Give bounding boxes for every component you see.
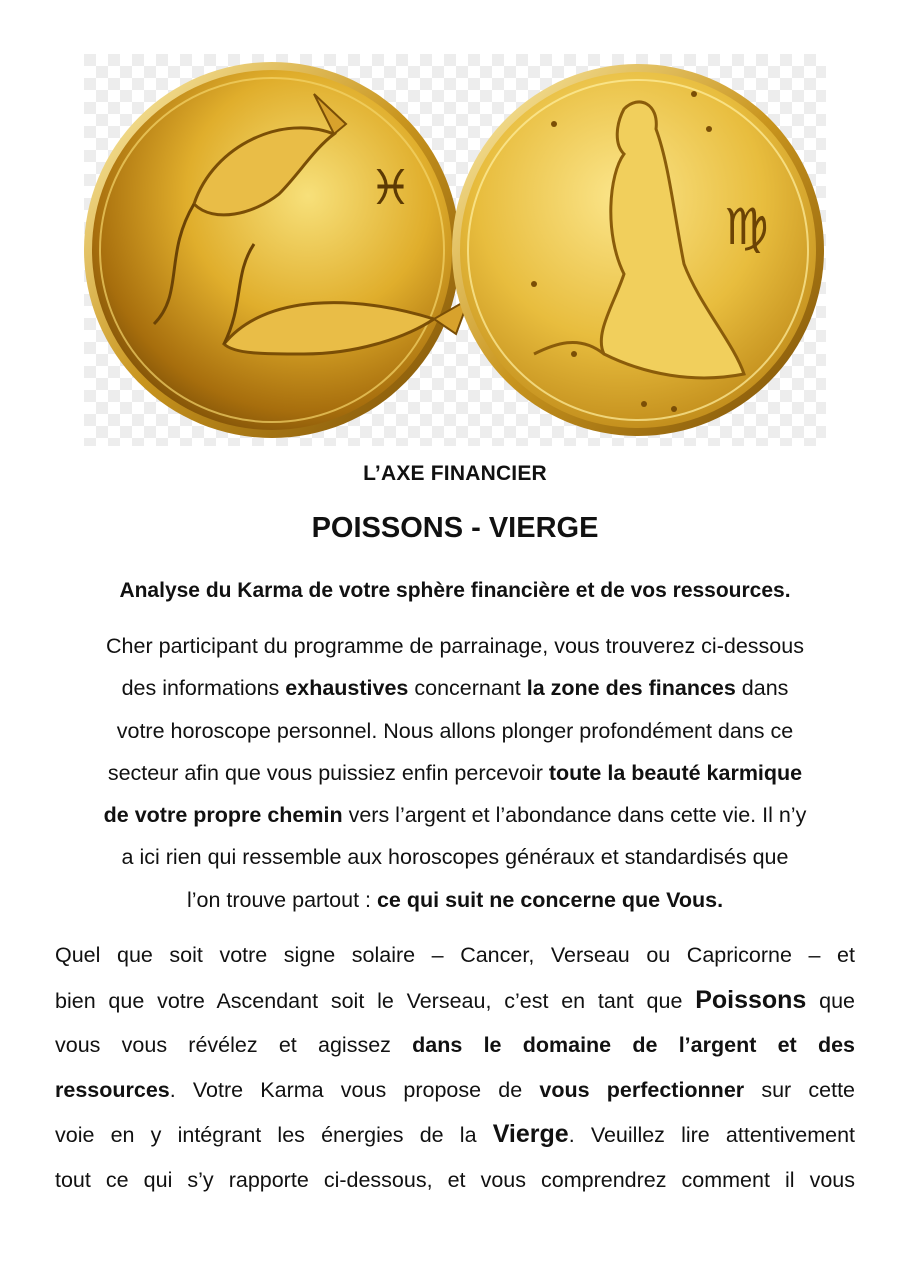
- text-run: votre horoscope personnel. Nous allons plonger profondément dans ce: [116, 718, 794, 743]
- text-line: [48, 752, 862, 794]
- text-line: [48, 879, 862, 921]
- text-run: . Votre Karma vous propose de: [169, 1077, 540, 1102]
- text-line: [55, 1068, 855, 1113]
- virgo-glyph: ♍: [724, 198, 769, 256]
- text-line: [48, 710, 862, 752]
- section-kicker: L’AXE FINANCIER: [363, 462, 547, 485]
- emphasis: toute la beauté karmique: [548, 760, 803, 785]
- pisces-glyph: ♓: [369, 160, 413, 216]
- emphasis-large: Vierge: [492, 1120, 569, 1148]
- text-run: bien que votre Ascendant soit le Verseau, c’est en tant que: [55, 988, 696, 1013]
- emphasis: la zone des finances: [526, 676, 736, 701]
- text-run: dans: [735, 676, 789, 701]
- text-line: [48, 794, 862, 836]
- text-run: des informations: [121, 676, 286, 701]
- text-run: . Veuillez lire attentivement: [568, 1123, 856, 1147]
- text-line: [55, 1112, 855, 1158]
- text-line: [48, 836, 862, 878]
- emphasis: dans le domaine de l’argent et des: [412, 1033, 855, 1057]
- emphasis: de votre propre chemin: [103, 803, 343, 828]
- text-run: l’on trouve partout :: [186, 887, 377, 912]
- text-run: que: [806, 988, 855, 1013]
- text-line: [55, 978, 855, 1024]
- emphasis: exhaustives: [285, 676, 409, 701]
- text-run: concernant: [408, 676, 527, 701]
- text-line: [55, 933, 855, 978]
- text-run: Quel que soit votre signe solaire – Cancer, Verseau ou Capricorne – et: [55, 943, 855, 967]
- text-run: tout ce qui s’y rapporte ci-dessous, et vous comprendrez comment il vous: [55, 1167, 855, 1192]
- text-line: [55, 1158, 855, 1203]
- text-run: voie en y intégrant les énergies de la: [55, 1123, 493, 1147]
- text-run: sur cette: [744, 1077, 856, 1102]
- virgo-coin-icon: [452, 64, 824, 436]
- intro-paragraph: [48, 625, 862, 921]
- text-line: [55, 1023, 855, 1068]
- text-run: secteur afin que vous puissiez enfin percevoir: [107, 760, 549, 785]
- emphasis: ressources: [55, 1077, 170, 1102]
- page-subtitle: Analyse du Karma de votre sphère financière et de vos ressources.: [119, 579, 791, 602]
- text-line: [48, 625, 862, 667]
- body-paragraph: [55, 933, 855, 1202]
- text-run: a ici rien qui ressemble aux horoscopes généraux et standardisés que: [121, 845, 789, 870]
- emphasis-large: Poissons: [695, 985, 807, 1014]
- page-title: POISSONS - VIERGE: [311, 512, 599, 544]
- text-run: vous vous révélez et agissez: [55, 1033, 413, 1057]
- text-line: [48, 667, 862, 709]
- text-run: Cher participant du programme de parrainage, vous trouverez ci-dessous: [106, 634, 804, 658]
- emphasis: vous perfectionner: [539, 1077, 745, 1102]
- text-run: vers l’argent et l’abondance dans cette vie. Il n’y: [342, 803, 807, 828]
- coins-image: [84, 54, 826, 446]
- emphasis: ce qui suit ne concerne que Vous.: [376, 887, 724, 912]
